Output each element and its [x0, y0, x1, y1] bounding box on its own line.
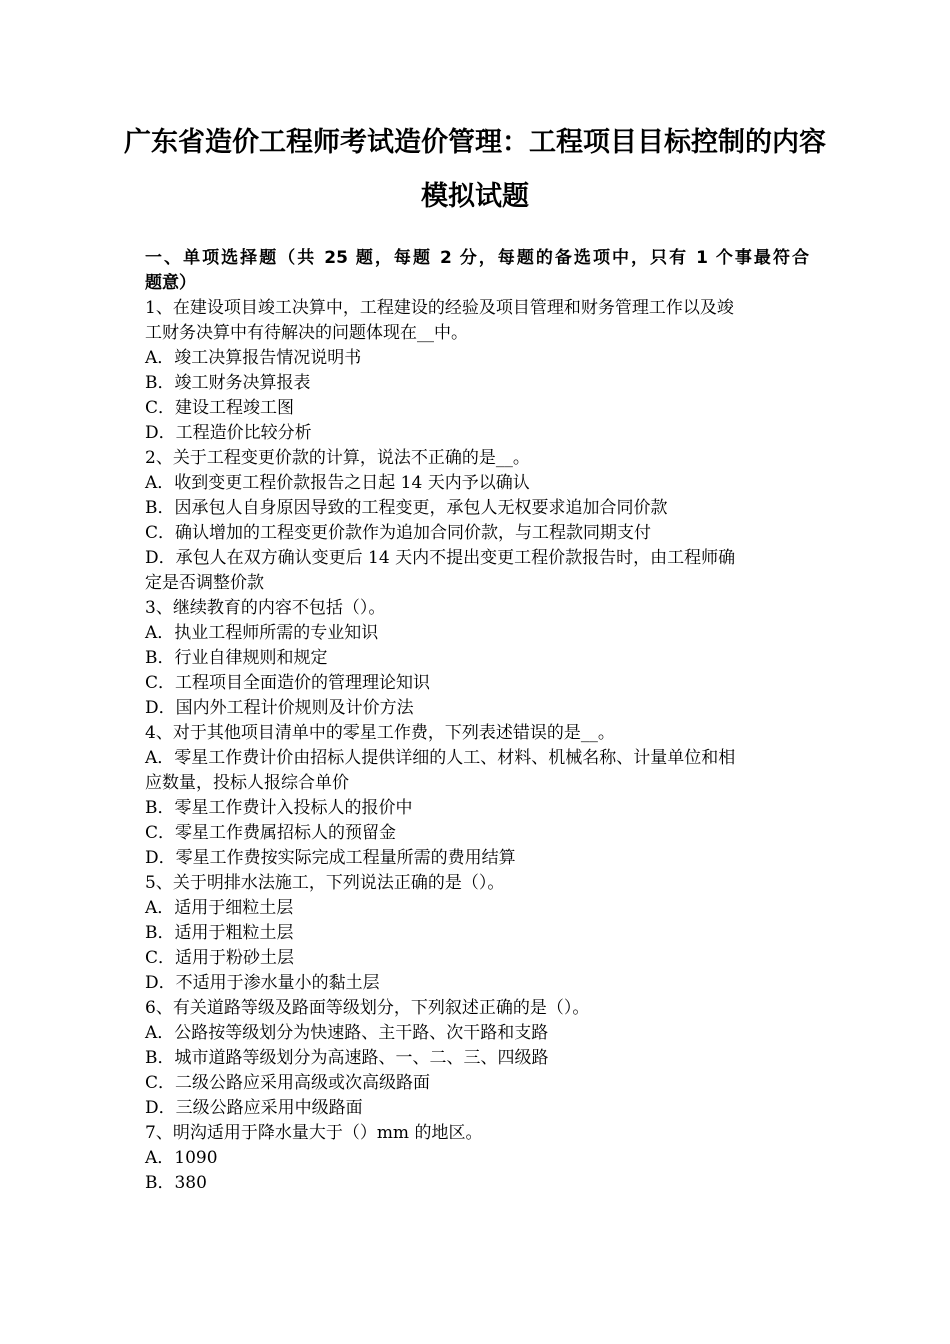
text-line: D．不适用于渗水量小的黏土层	[145, 973, 380, 993]
document-body	[145, 246, 809, 1196]
section-heading-line-1: 一、单项选择题（共 25 题，每题 2 分，每题的备选项中，只有 1 个事最符合	[145, 248, 809, 268]
text-line: A．收到变更工程价款报告之日起 14 天内予以确认	[145, 473, 530, 493]
text-line: 3、继续教育的内容不包括（）。	[145, 598, 386, 618]
text-line: B．因承包人自身原因导致的工程变更，承包人无权要求追加合同价款	[145, 498, 668, 518]
text-line: A．竣工决算报告情况说明书	[145, 348, 362, 368]
text-line: A．适用于细粒土层	[145, 898, 294, 918]
text-line: D．三级公路应采用中级路面	[145, 1098, 363, 1118]
text-line: C．适用于粉砂土层	[145, 948, 295, 968]
question-list	[145, 296, 809, 1196]
text-line: 定是否调整价款	[145, 573, 264, 593]
text-line: C．二级公路应采用高级或次高级路面	[145, 1073, 431, 1093]
text-line: B．竣工财务决算报表	[145, 373, 311, 393]
text-line: A．1090	[145, 1148, 218, 1168]
text-line: C．确认增加的工程变更价款作为追加合同价款，与工程款同期支付	[145, 523, 652, 543]
text-line: D．零星工作费按实际完成工程量所需的费用结算	[145, 848, 516, 868]
text-line: B．380	[145, 1173, 207, 1193]
text-line: 4、对于其他项目清单中的零星工作费，下列表述错误的是__。	[145, 723, 615, 743]
text-line: 5、关于明排水法施工，下列说法正确的是（）。	[145, 873, 505, 893]
text-line: B．适用于粗粒土层	[145, 923, 294, 943]
text-line: 工财务决算中有待解决的问题体现在__中。	[145, 323, 468, 343]
section-heading-line-2: 题意）	[145, 273, 196, 293]
title-line-2: 模拟试题	[421, 181, 529, 212]
text-line: A．零星工作费计价由招标人提供详细的人工、材料、机械名称、计量单位和相	[145, 748, 736, 768]
text-line: 7、明沟适用于降水量大于（）mm 的地区。	[145, 1123, 483, 1143]
text-line: 应数量，投标人报综合单价	[145, 773, 349, 793]
text-line: B．城市道路等级划分为高速路、一、二、三、四级路	[145, 1048, 549, 1068]
text-line: D．国内外工程计价规则及计价方法	[145, 698, 414, 718]
text-line: C．零星工作费属招标人的预留金	[145, 823, 397, 843]
text-line: C．建设工程竣工图	[145, 398, 295, 418]
section-heading	[145, 246, 809, 296]
text-line: A．执业工程师所需的专业知识	[145, 623, 379, 643]
text-line: 6、有关道路等级及路面等级划分，下列叙述正确的是（）。	[145, 998, 590, 1018]
text-line: 1、在建设项目竣工决算中，工程建设的经验及项目管理和财务管理工作以及竣	[145, 298, 734, 318]
text-line: 2、关于工程变更价款的计算，说法不正确的是__。	[145, 448, 530, 468]
document-title	[0, 116, 950, 224]
text-line: A．公路按等级划分为快速路、主干路、次干路和支路	[145, 1023, 549, 1043]
title-line-1: 广东省造价工程师考试造价管理：工程项目目标控制的内容	[124, 127, 826, 158]
text-line: C．工程项目全面造价的管理理论知识	[145, 673, 431, 693]
text-line: D．工程造价比较分析	[145, 423, 312, 443]
text-line: B．行业自律规则和规定	[145, 648, 328, 668]
text-line: B．零星工作费计入投标人的报价中	[145, 798, 413, 818]
text-line: D．承包人在双方确认变更后 14 天内不提出变更工程价款报告时，由工程师确	[145, 548, 736, 568]
